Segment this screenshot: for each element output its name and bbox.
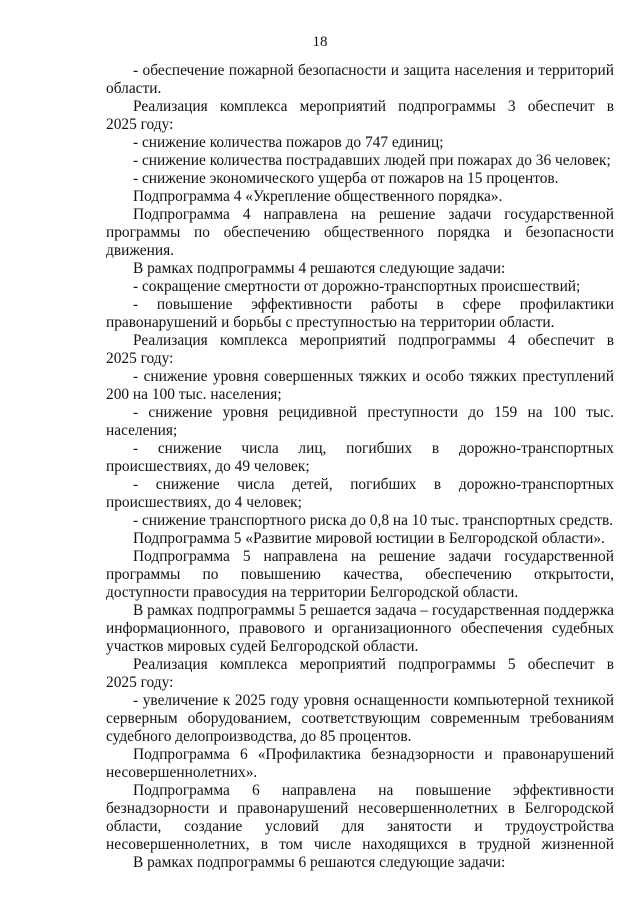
text-line: 2025 году:: [106, 674, 174, 691]
text-line: - снижение экономического ущерба от пожаров на 15 процентов.: [133, 170, 559, 187]
text-line: - увеличение к 2025 году уровня оснащенности компьютерной техникой: [133, 692, 614, 709]
text-line: - снижение числа лиц, погибших в дорожно-транспортных: [133, 440, 614, 457]
text-line: судебного делопроизводства, до 85 процентов.: [106, 728, 412, 745]
text-line: программы по обеспечению общественного порядка и безопасности: [106, 224, 614, 241]
text-line: области, создание условий для занятости и трудоустройства: [106, 818, 614, 835]
text-line: - обеспечение пожарной безопасности и защита населения и территорий: [133, 62, 614, 79]
text-line: участков мировых судей Белгородской области.: [106, 638, 419, 655]
text-line: правонарушений и борьбы с преступностью на территории области.: [106, 314, 555, 331]
text-line: Реализация комплекса мероприятий подпрограммы 5 обеспечит в: [133, 656, 614, 673]
text-line: В рамках подпрограммы 6 решаются следующие задачи:: [133, 854, 506, 871]
text-line: происшествиях, до 4 человек;: [106, 494, 302, 511]
text-line: В рамках подпрограммы 5 решается задача – государственная поддержка: [133, 602, 614, 619]
text-line: населения;: [106, 422, 178, 439]
text-line: Подпрограмма 5 «Развитие мировой юстиции в Белгородской области».: [133, 530, 605, 547]
page-number: 18: [312, 34, 328, 50]
text-line: 2025 году:: [106, 350, 174, 367]
text-line: Подпрограмма 5 направлена на решение задачи государственной: [133, 548, 614, 565]
text-line: 2025 году:: [106, 116, 174, 133]
text-line: Подпрограмма 6 «Профилактика безнадзорности и правонарушений: [133, 746, 614, 763]
text-line: Подпрограмма 4 направлена на решение задачи государственной: [133, 206, 614, 223]
text-line: области.: [106, 80, 162, 97]
text-line: доступности правосудия на территории Белгородской области.: [106, 584, 519, 601]
text-line: - снижение количества пострадавших людей при пожарах до 36 человек;: [133, 152, 611, 169]
text-line: В рамках подпрограммы 4 решаются следующие задачи:: [133, 260, 506, 277]
text-line: Реализация комплекса мероприятий подпрограммы 4 обеспечит в: [133, 332, 614, 349]
text-line: - снижение числа детей, погибших в дорожно-транспортных: [133, 476, 614, 493]
text-line: программы по повышению качества, обеспечению открытости,: [106, 566, 614, 583]
text-line: несовершеннолетних, в том числе находящихся в трудной жизненной: [106, 836, 614, 853]
text-line: - снижение количества пожаров до 747 единиц;: [133, 134, 444, 151]
text-line: 200 на 100 тыс. населения;: [106, 386, 282, 403]
text-line: - снижение уровня совершенных тяжких и особо тяжких преступлений: [133, 368, 614, 385]
text-line: несовершеннолетних».: [106, 764, 258, 781]
text-line: серверным оборудованием, соответствующим современным требованиям: [106, 710, 614, 727]
text-line: - снижение транспортного риска до 0,8 на 10 тыс. транспортных средств.: [133, 512, 614, 529]
text-line: Реализация комплекса мероприятий подпрограммы 3 обеспечит в: [133, 98, 614, 115]
text-line: информационного, правового и организационного обеспечения судебных: [106, 620, 614, 637]
text-line: происшествиях, до 49 человек;: [106, 458, 310, 475]
text-line: движения.: [106, 242, 174, 259]
text-line: - повышение эффективности работы в сфере профилактики: [133, 296, 614, 313]
text-line: Подпрограмма 4 «Укрепление общественного порядка».: [133, 188, 503, 205]
text-line: Подпрограмма 6 направлена на повышение эффективности: [133, 782, 614, 799]
text-line: - снижение уровня рецидивной преступности до 159 на 100 тыс.: [133, 404, 614, 421]
text-line: безнадзорности и правонарушений несовершеннолетних в Белгородской: [106, 800, 614, 817]
text-line: - сокращение смертности от дорожно-транспортных происшествий;: [133, 278, 581, 295]
